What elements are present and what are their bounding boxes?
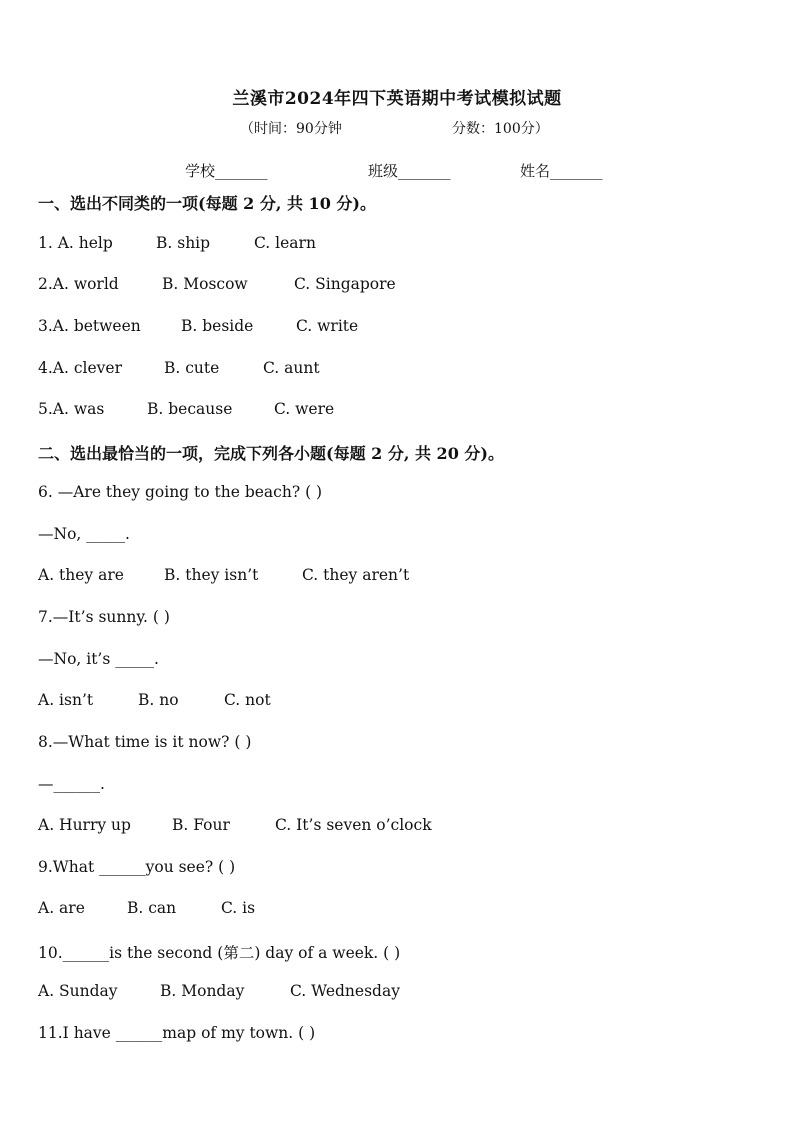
q6-option-c: C. they aren’t bbox=[302, 566, 410, 584]
q7-reply: —No, it’s _____. bbox=[38, 650, 159, 668]
q9-option-a: A. are bbox=[38, 899, 85, 917]
exam-time: （时间：90分钟 bbox=[240, 121, 342, 137]
q6-option-a: A. they are bbox=[38, 566, 124, 584]
q2-option-c: C. Singapore bbox=[294, 275, 396, 293]
q8-stem: 8.—What time is it now? ( ) bbox=[38, 733, 252, 751]
q3-option-c: C. write bbox=[296, 317, 359, 335]
q6-stem: 6. —Are they going to the beach? ( ) bbox=[38, 483, 323, 501]
q4-option-b: B. cute bbox=[164, 359, 220, 377]
exam-score: 分数：100分） bbox=[452, 121, 549, 137]
class-field: 班级_______ bbox=[368, 162, 451, 180]
q4-option-c: C. aunt bbox=[263, 359, 320, 377]
q10-option-b: B. Monday bbox=[160, 982, 245, 1000]
q3-option-b: B. beside bbox=[181, 317, 254, 335]
q1-option-b: B. ship bbox=[156, 234, 211, 252]
q5-option-a: 5.A. was bbox=[38, 400, 105, 418]
q9-option-c: C. is bbox=[221, 899, 256, 917]
q10-option-c: C. Wednesday bbox=[290, 982, 400, 1000]
q8-option-b: B. Four bbox=[172, 816, 230, 834]
q7-option-b: B. no bbox=[138, 691, 179, 709]
q2-option-a: 2.A. world bbox=[38, 275, 119, 293]
q1-option-a: 1. A. help bbox=[38, 234, 113, 252]
q9-stem: 9.What ______you see? ( ) bbox=[38, 858, 236, 876]
q7-option-a: A. isn’t bbox=[38, 691, 94, 709]
exam-title: 兰溪市2024年四下英语期中考试模拟试题 bbox=[232, 89, 562, 109]
name-field: 姓名_______ bbox=[520, 162, 603, 180]
q10-stem: 10.______is the second (第二) day of a week. ( ) bbox=[38, 944, 401, 962]
q4-option-a: 4.A. clever bbox=[38, 359, 122, 377]
q9-option-b: B. can bbox=[127, 899, 177, 917]
section-2-heading: 二、选出最恰当的一项，完成下列各小题(每题 2 分, 共 20 分)。 bbox=[38, 444, 504, 463]
q5-option-c: C. were bbox=[274, 400, 335, 418]
q6-option-b: B. they isn’t bbox=[164, 566, 259, 584]
q10-option-a: A. Sunday bbox=[38, 982, 118, 1000]
school-field: 学校_______ bbox=[185, 162, 268, 180]
section-1-heading: 一、选出不同类的一项(每题 2 分, 共 10 分)。 bbox=[38, 194, 376, 213]
q6-reply: —No, _____. bbox=[38, 525, 130, 543]
q7-stem: 7.—It’s sunny. ( ) bbox=[38, 608, 170, 626]
q1-option-c: C. learn bbox=[254, 234, 316, 252]
q5-option-b: B. because bbox=[147, 400, 233, 418]
q11-stem: 11.I have ______map of my town. ( ) bbox=[38, 1024, 316, 1042]
q8-option-c: C. It’s seven o’clock bbox=[275, 816, 432, 834]
q2-option-b: B. Moscow bbox=[162, 275, 248, 293]
q8-reply: —______. bbox=[38, 775, 105, 793]
q7-option-c: C. not bbox=[224, 691, 271, 709]
q3-option-a: 3.A. between bbox=[38, 317, 141, 335]
q8-option-a: A. Hurry up bbox=[38, 816, 131, 834]
